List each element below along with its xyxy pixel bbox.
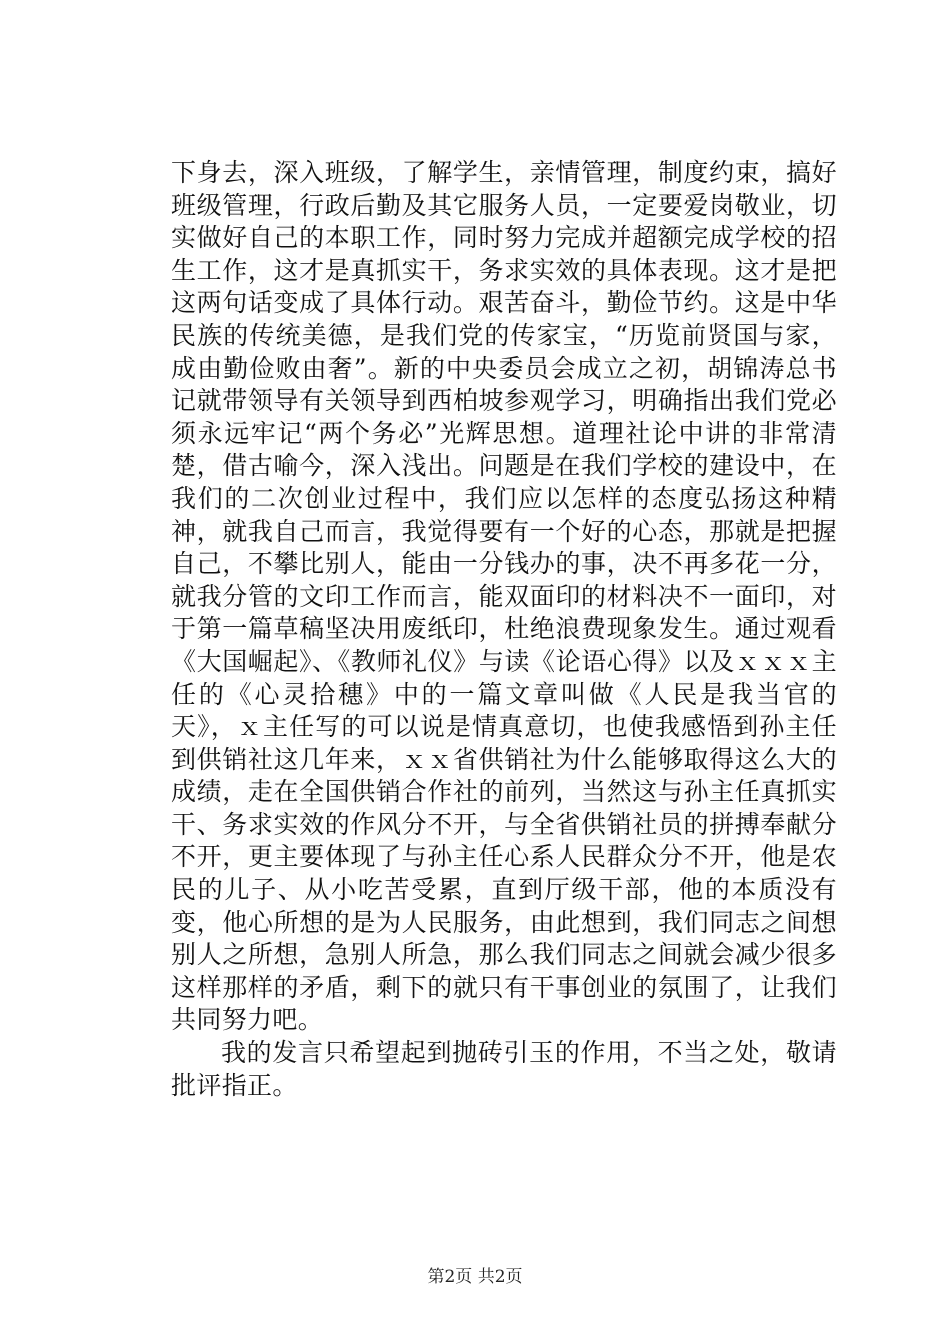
body-paragraph-1: 下身去，深入班级，了解学生，亲情管理，制度约束，搞好班级管理，行政后勤及其它服务人员，一定要爱岗敬业，切实做好自己的本职工作，同时努力完成并超额完成学校的招生工作，这才是真抓实干，务求实效的具体表现。这才是把这两句话变成了具体行动。艰苦奋斗，勤俭节约。这是中华民族的传统美德，是我们党的传家宝，“历览前贤国与家，成由勤俭败由奢”。新的中央委员会成立之初，胡锦涛总书记就带领导有关领导到西柏坡参观学习，明确指出我们党必须永远牢记“两个务必”光辉思想。道理社论中讲的非常清楚，借古喻今，深入浅出。问题是在我们学校的建设中，在我们的二次创业过程中，我们应以怎样的态度弘扬这种精神，就我自己而言，我觉得要有一个好的心态，那就是把握自己，不攀比别人，能由一分钱办的事，决不再多花一分，就我分管的文印工作而言，能双面印的材料决不一面印，对于第一篇草稿坚决用废纸印，杜绝浪费现象发生。通过观看《大国崛起》、《教师礼仪》与读《论语心得》以及ｘｘｘ主任的《心灵拾穗》中的一篇文章叫做《人民是我当官的天》，ｘ主任写的可以说是情真意切，也使我感悟到孙主任到供销社这几年来，ｘｘ省供销社为什么能够取得这么大的成绩，走在全国供销合作社的前列，当然这与孙主任真抓实干、务求实效的作风分不开，与全省供销社员的拼搏奉献分不开，更主要体现了与孙主任心系人民群众分不开，他是农民的儿子、从小吃苦受累，直到厅级干部，他的本质没有变，他心所想的是为人民服务，由此想到，我们同志之间想别人之所想，急别人所急，那么我们同志之间就会减少很多这样那样的矛盾，剩下的就只有干事创业的氛围了，让我们共同努力吧。: [171, 158, 837, 1035]
page-number-footer: 第2页 共2页: [427, 1267, 523, 1287]
body-paragraph-2: 我的发言只希望起到抛砖引玉的作用，不当之处，敬请批评指正。: [171, 1038, 837, 1100]
document-body: [171, 157, 837, 1102]
